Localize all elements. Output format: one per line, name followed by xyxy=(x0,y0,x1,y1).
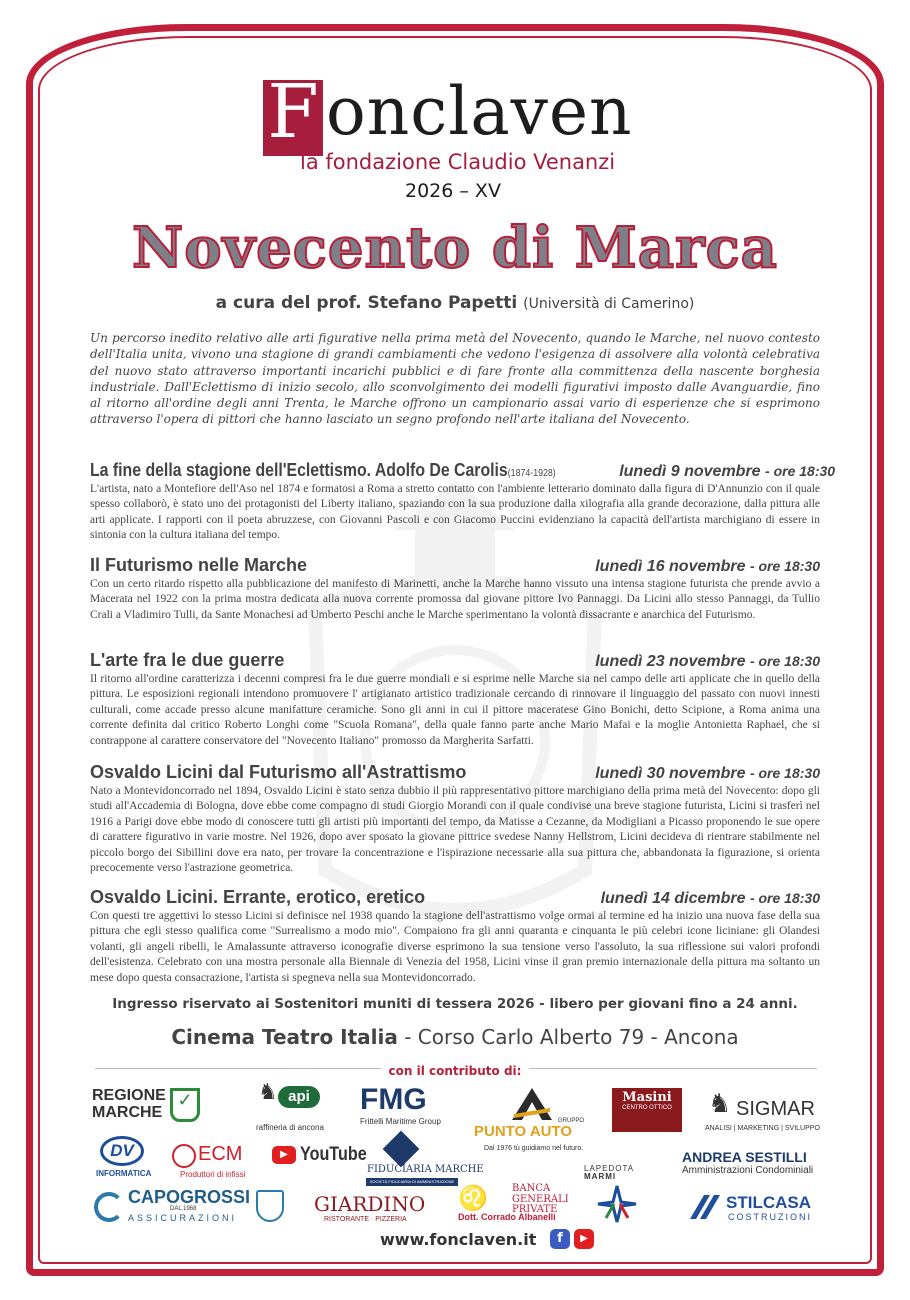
lecture-description: Con questi tre aggettivi lo stesso Licini si definisce nel 1938 quando la stagione dell'astrattismo volge ormai al termine ed ha inizio una nuova fase della sua pittura che egli stesso qualifica come "Surrealismo a modo mio". Compaiono fra gli anni quaranta e cinquanta le più celebri icone liciniane: gli Olandesi volanti, gli angeli ribelli, le Amalassunte attraverso iconografie diverse esprimono la sua tensione verso l'assoluto, la sua riflessione sui valori profondi dell'esistenza. Celebrato con una mostra personale alla Biennale di Venezia del 1958, Licini vinse il gran premio internazionale della pittura ma soltanto un mese dopo questa consacrazione, l'artista si spegneva nella sua Montevidoncorrado. xyxy=(90,910,820,984)
sponsor-fiduciaria-sub: SOCIETÀ FIDUCIARIA DI AMMINISTRAZIONE xyxy=(366,1178,458,1186)
lecture-section-2 xyxy=(90,555,820,623)
lecture-title: Il Futurismo nelle Marche xyxy=(90,555,308,575)
punto-auto-logo-icon xyxy=(510,1086,554,1122)
sponsor-dv: DV xyxy=(100,1136,144,1166)
sponsor-fiduciaria: FIDUCIARIA MARCHE xyxy=(367,1164,484,1175)
curator-affiliation: (Università di Camerino) xyxy=(523,296,695,312)
lecture-date: lunedì 14 dicembre - ore 18:30 xyxy=(600,890,820,907)
curator-name: a cura del prof. Stefano Papetti xyxy=(215,293,518,313)
lecture-description: Il ritorno all'ordine caratterizza i decenni compresi fra le due guerre mondiali e si esprime nelle Marche sia nel campo delle arti applicate che in quello della pittura. Le esposizioni regionali intendono promuovere l' artigianato artistico tradizionale cercando di rinnovare il linguaggio del passato con nuovi innesti culturali, come accade presso alcune manifatture ceramiche. Sono gli anni in cui il pittore maceratese Gino Bonichi, detto Scipione, a Roma anima una corrente definita dal critico Roberto Longhi come "Scuola Romana", della quale fanno parte anche Mario Mafai e la moglie Antonietta Raphael, che si contrappone al carattere conservatore del "Novecento Italiano" promosso da Margherita Sarfatti. xyxy=(90,673,820,747)
sponsor-lapedota: LAPEDOTA MARMI xyxy=(584,1164,635,1182)
sponsor-sestilli: ANDREA SESTILLI xyxy=(682,1149,807,1165)
sponsor-youtube: YouTube xyxy=(300,1144,367,1165)
sponsor-stilcasa: STILCASA xyxy=(726,1193,811,1212)
sponsor-punto-auto-sub: Dal 1976 tù guidiamo nel futuro. xyxy=(484,1145,584,1152)
youtube-icon[interactable]: ▶ xyxy=(574,1229,594,1249)
lecture-description: L'artista, nato a Montefiore dell'Aso nel 1874 e formatosi a Roma a stretto contatto con l'ambiente letterario dominato dalla figura di D'Annunzio con il quale spesso collaborò, è stato uno dei protagonisti del Liberty italiano, spaziando con la sua produzione dalla xilografia alla grande decorazione, dalla pittura alle arti applicate. I rapporti con il poeta abruzzese, con Giovanni Pascoli e con Giacomo Puccini evidenziano la capacità dell'artista marchigiano di essere in sintonia con la cultura italiana del tempo. xyxy=(90,483,820,542)
lecture-section-4 xyxy=(90,762,820,876)
lecture-date: lunedì 30 novembre - ore 18:30 xyxy=(595,765,820,782)
sponsor-masini: Masini CENTRO OTTICO xyxy=(612,1088,682,1132)
sponsor-api-sub: raffineria di ancona xyxy=(256,1123,324,1132)
facebook-icon[interactable]: f xyxy=(550,1229,570,1249)
lecture-date: lunedì 9 novembre - ore 18:30 xyxy=(619,463,836,480)
website-link[interactable]: www.fonclaven.it xyxy=(380,1230,537,1249)
curator-line xyxy=(0,293,910,313)
lecture-section-3 xyxy=(90,650,820,749)
sponsor-banca-sub: Dott. Corrado Albanelli xyxy=(458,1212,556,1222)
lecture-description: Con un certo ritardo rispetto alla pubblicazione del manifesto di Marinetti, anche la Marche hanno vissuto una intensa stagione futurista che prende avvio a Macerata nel 1922 con la prima mostra dedicata alla nuova corrente promossa dal giovane pittore Ivo Pannaggi. Da Licini allo stesso Pannaggi, da Tullio Crali a Vladimiro Tulli, da Sante Monachesi ad Umberto Peschi anche le Marche sperimentano la volontà dissacrante e anarchica del Futurismo. xyxy=(90,578,820,621)
contributors-heading: con il contributo di: xyxy=(0,1060,910,1079)
sponsor-regione-marche: REGIONE MARCHE xyxy=(92,1087,166,1121)
sponsor-sestilli-sub: Amministrazioni Condominiali xyxy=(682,1165,814,1176)
capogrossi-shield-icon xyxy=(256,1190,284,1222)
sponsor-ecm: ECM xyxy=(198,1143,243,1165)
capogrossi-emblem-icon xyxy=(94,1192,124,1222)
lecture-title: Osvaldo Licini dal Futurismo all'Astrattismo xyxy=(90,762,467,782)
sponsor-ecm-sub: Produttori di infissi xyxy=(180,1170,246,1179)
sponsor-dv-sub: INFORMATICA xyxy=(96,1169,152,1178)
sponsor-fmg-sub: Frittelli Maritime Group xyxy=(360,1117,441,1126)
lecture-section-1 xyxy=(90,460,836,544)
lapedota-logo-icon xyxy=(596,1184,638,1224)
entry-note: Ingresso riservato ai Sostenitori muniti di tessera 2026 - libero per giovani fino a 24 anni. xyxy=(112,996,798,1012)
stilcasa-logo-icon xyxy=(686,1193,722,1221)
sponsor-giardino: GIARDINO xyxy=(314,1192,426,1216)
chess-knight-icon: ♞ xyxy=(708,1088,732,1118)
sponsor-capogrossi-year: DAL 1968 xyxy=(170,1206,197,1212)
lecture-title: Osvaldo Licini. Errante, erotico, eretico xyxy=(90,887,426,907)
sponsor-punto-auto: PUNTO AUTO xyxy=(474,1123,573,1140)
horse-icon: ♞ xyxy=(258,1079,278,1104)
sponsor-punto-auto-tag: GRUPPO xyxy=(558,1118,585,1124)
intro-paragraph: Un percorso inedito relativo alle arti figurative nella prima metà del Novecento, quando le Marche, nel nuovo contesto dell'Italia unita, vivono una stagione di grandi cambiamenti che vedono l'esigenza di assolvere alla volontà celebrativa del nuovo stato attraverso importanti incarichi pubblici e di fare fronte alla committenza della nascente borghesia industriale. Dall'Eclettismo di inizio secolo, allo sconvolgimento dei modelli figurativi imposto dalle Avanguardie, fino al ritorno all'ordine degli anni Trenta, le Marche offrono un campionario assai vario di esperienze che si esprimono attraverso l'opera di pittori che hanno lasciato un segno profondo nell'arte italiana del Novecento. xyxy=(90,331,820,427)
sponsor-sigmar: SIGMAR xyxy=(736,1098,815,1120)
lecture-section-5 xyxy=(90,887,820,986)
regione-emblem-icon: ✓ xyxy=(170,1088,200,1122)
lecture-years: (1874-1928) xyxy=(507,468,556,479)
lecture-title: La fine della stagione dell'Eclettismo. Adolfo De Carolis(1874-1928) xyxy=(90,460,556,480)
lecture-date: lunedì 23 novembre - ore 18:30 xyxy=(595,653,820,670)
edition-label: 2026 – XV xyxy=(405,180,501,202)
sponsor-banca-generali: BANCA GENERALI PRIVATE xyxy=(512,1183,569,1215)
sponsor-stilcasa-sub: COSTRUZIONI xyxy=(728,1212,812,1222)
lecture-description: Nato a Montevidoncorrado nel 1894, Osvaldo Licini è stato senza dubbio il più rappresentativo pittore marchigiano della prima metà del Novecento: dopo gli studi all'Accademia di Bologna, dove ebbe come compagno di studi Giorgio Morandi con il quale condivise una breve stagione futurista, Licini si trasferì nel 1916 a Parigi dove ebbe modo di conoscere tutti gli artisti più importanti del tempo, da Matisse a Cezanne, da Modigliani a Picasso proponendo le sue opere di carattere figurativo in varie mostre. Nel 1926, dopo aver sposato la giovane pittrice svedese Nanny Hellstrom, Licini decideva di rientrare stabilmente nel piccolo borgo dei Sibillini dove era nato, per trovare la concentrazione e l'ispirazione necessarie alla sua pittura che, abbandonata la figurazione, si orienta precocemente verso l'astrazione geometrica. xyxy=(90,785,820,875)
logo-initial: F xyxy=(267,69,319,155)
lecture-date: lunedì 16 novembre - ore 18:30 xyxy=(595,558,820,575)
sponsor-api: api xyxy=(278,1086,320,1108)
sponsor-giardino-sub: RISTORANTE · PIZZERIA xyxy=(324,1216,407,1223)
venue-address: - Corso Carlo Alberto 79 - Ancona xyxy=(404,1025,739,1049)
venue-name: Cinema Teatro Italia xyxy=(171,1025,398,1049)
sponsor-capogrossi-sub: ASSICURAZIONI xyxy=(128,1213,238,1223)
sponsor-capogrossi: CAPOGROSSI xyxy=(128,1187,251,1207)
venue-line xyxy=(0,1025,910,1049)
sponsor-fmg: FMG xyxy=(360,1083,427,1116)
lecture-title: L'arte fra le due guerre xyxy=(90,650,285,670)
page-title: Novecento di Marca xyxy=(132,215,778,281)
ecm-emblem-icon xyxy=(172,1144,196,1168)
logo-subtitle: la fondazione Claudio Venanzi xyxy=(300,150,616,174)
lion-icon: ♌ xyxy=(458,1185,488,1212)
sponsor-sigmar-sub: ANALISI | MARKETING | SVILUPPO xyxy=(705,1125,820,1132)
youtube-play-icon: ▶ xyxy=(272,1146,296,1164)
logo-wordmark: onclaven xyxy=(326,73,633,150)
